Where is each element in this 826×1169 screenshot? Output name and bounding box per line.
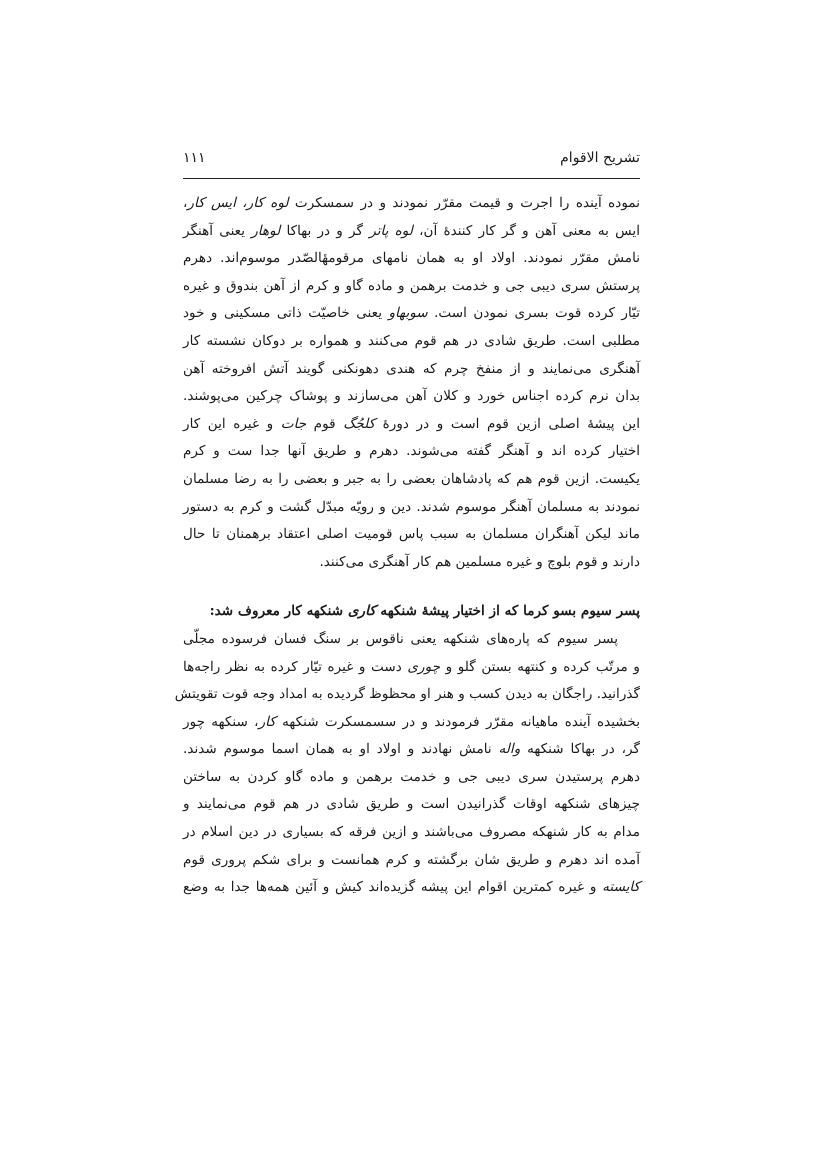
running-title: تشریح الاقوام [560,150,640,166]
text-line: مدام به کار شنهکه مصروف می‌باشند و ازین فرقه که بسیاری در دین اسلام در [183,824,640,841]
text-line: ماند لیکن آهنگران مسلمان به سبب پاس قومیت اصلی اعتقاد برهمنان تا حال [183,526,640,543]
text-line: نموده آینده را اجرت و قیمت مقرّر نمودند و در سمسکرت لوه کار، ایس کار، [183,195,640,211]
text-line: کایسته و غیره کمترین اقوام این پیشه گزیده‌اند کیش و آئین همه‌ها جدا به وضع [183,879,640,896]
text-line: پرستش سری دیبی جی و خدمت برهمن و ماده گاو و کرم از آهن بندوق و غیره [183,277,640,294]
text-line: این پیشهٔ اصلی ازین قوم است و در دورهٔ کلجُگ قوم جات و غیره این کار [183,415,640,432]
paragraph-1 [183,190,640,576]
text-line: گر، در بهاکا شنکهه واله نامش نهادند و اولاد او به همان اسما موسوم شدند. [183,741,640,758]
text-line: دهرم پرستیدن سری دیبی جی و خدمت برهمن و ماده گاو کردن به ساختن [183,768,640,785]
text-line: بدان نرم کرده اجناس خورد و کلان آهن می‌سازند و پوشاک چرکین می‌پوشند. [183,388,640,405]
text-line: و مرتّب کرده و کنتهه بستن گلو و چوری دست و غیره تیّار کرده به نظر راجه‌ها [183,658,640,675]
text-line: آمده اند دهرم و طریق شان برگشته و کرم همانست و برای شکم پروری قوم [183,851,640,868]
text-line: چیزهای شنکهه اوقات گذرانیدن است و طریق شادی در هم قوم می‌نمایند و [183,796,640,813]
page-number: ۱۱۱ [183,150,206,166]
paragraph-spacer [183,576,640,598]
text-line: مطلبی است. طریق شادی در هم قوم می‌کنند و همواره بر دوکان نشسته کار [183,332,640,349]
text-line: آهنگری می‌نمایند و از منفخ چرم که هندی دهونکنی گویند آتش افروخته آهن [183,360,640,377]
section-shankhakar [174,598,640,902]
text-line: بخشیده آینده ماهیانه مقرّر فرمودند و در سسمسکرت شنکهه کار، سنکهه چور [183,713,640,730]
text-line: یکیست. ازین قوم هم که پادشاهان بعضی را به جبر و بعضی را به رضا مسلمان [183,470,640,487]
text-line: نامش مقرّر نمودند. اولاد او به همان نامهای مرقومهٔالصّدر موسوم‌اند. دهرم [183,250,640,267]
text-line: اختیار کرده اند و آهنگر گفته می‌شوند. دهرم و طریق آنها جدا ست و کرم [183,443,640,460]
text-line: تیّار کرده قوت بسری نمودن است. سوبهاو یعنی خاصیّت ذاتی مسکینی و خود [183,305,640,322]
text-line: نمودند به مسلمان آهنگر موسوم شدند. دین و رویّه مبدّل گشت و کرم به دستور [183,498,640,515]
header-rule [183,178,640,179]
text-line: پسر سیوم که پاره‌های شنکهه یعنی ناقوس بر سنگ فسان فرسوده مجلّی [183,630,618,647]
page-body [174,190,640,902]
text-line: دارند و قوم بلوچ و غیره مسلمین هم کار آهنگری می‌کنند. [319,553,640,570]
text-line: گذرانید. راجگان به دیدن کسب و هنر او محظوظ گردیده به امداد وجه قوت تقویتش [174,686,640,703]
text-line: ایس به معنی آهن و گر کار کنندهٔ آن، لوه پاتر گر و در بهاکا لوهار یعنی آهنگر [183,222,640,239]
running-header [183,148,640,176]
section-heading: پسر سیوم بسو کرما که از اختیار پیشهٔ شنکهه کاری شنکهه کار معروف شد: [209,603,640,620]
